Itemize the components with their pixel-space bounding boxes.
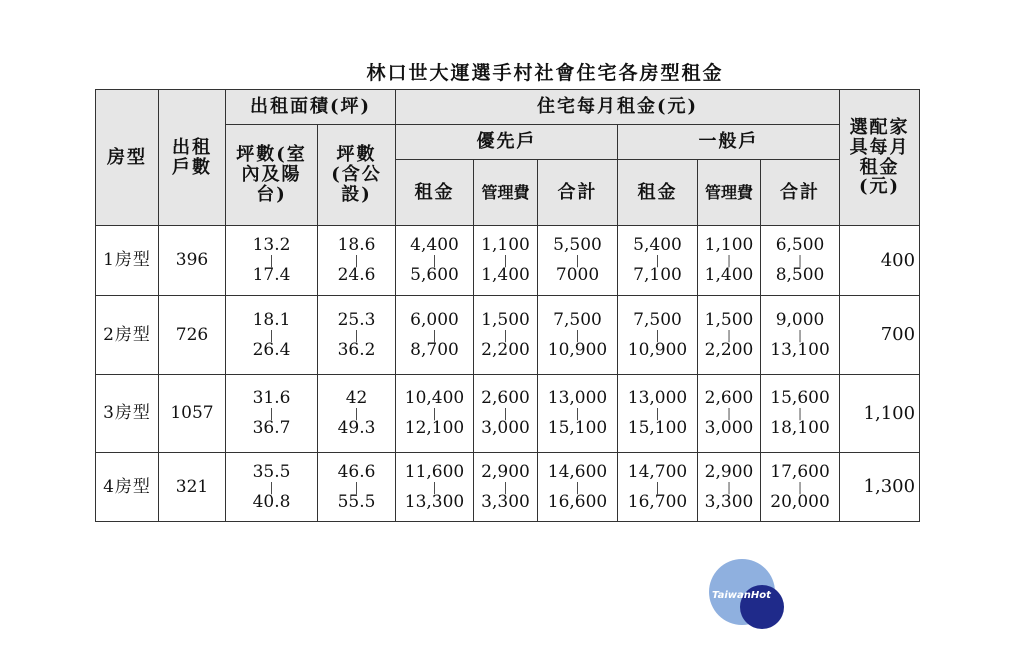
- range-separator: |: [432, 253, 437, 267]
- range-high: 36.7: [252, 418, 291, 438]
- cell-units: 1057: [159, 375, 226, 453]
- range-high: 13,100: [770, 339, 830, 360]
- range-high: 18,100: [770, 418, 830, 438]
- range-high: 8,700: [410, 339, 459, 360]
- cell-p-total: [538, 296, 618, 375]
- range-low: 1,100: [704, 235, 754, 256]
- range-low: 17,600: [770, 461, 830, 482]
- cell-p-mgmt: [474, 453, 538, 522]
- range-high: 49.3: [337, 418, 376, 438]
- range-high: 36.2: [337, 339, 376, 360]
- cell-area-public: [318, 375, 396, 453]
- range-separator: |: [726, 406, 732, 420]
- range-high: 3,300: [481, 491, 530, 512]
- range-separator: |: [726, 479, 732, 494]
- range-low: 7,500: [633, 309, 682, 330]
- cell-g-total: [761, 296, 840, 375]
- cell-g-rent: [618, 296, 698, 375]
- range-high: 8,500: [775, 265, 825, 285]
- range-low: 13,000: [627, 388, 688, 409]
- range-high: 5,600: [410, 265, 459, 285]
- cell-area-indoor: [226, 453, 318, 522]
- cell-room-type: 1房型: [96, 226, 159, 296]
- cell-p-rent: [396, 453, 474, 522]
- cell-p-mgmt: [474, 296, 538, 375]
- header-furniture: 選配家具每月租金(元): [840, 90, 920, 226]
- range-high: 26.4: [252, 339, 291, 360]
- range-low: 15,600: [770, 388, 830, 409]
- range-high: 7,100: [633, 265, 682, 285]
- range-low: 1,100: [481, 235, 530, 256]
- header-general: 一般戶: [618, 125, 840, 160]
- range-separator: |: [655, 327, 660, 342]
- cell-furniture: 1,100: [840, 375, 920, 453]
- range-high: 3,300: [704, 491, 754, 512]
- range-low: 2,900: [704, 461, 754, 482]
- cell-g-mgmt: [698, 296, 761, 375]
- cell-p-total: [538, 375, 618, 453]
- header-p-total: 合計: [538, 160, 618, 226]
- cell-area-public: [318, 453, 396, 522]
- range-low: 7,500: [553, 309, 602, 330]
- range-low: 9,000: [775, 309, 825, 330]
- range-low: 13,000: [547, 388, 608, 409]
- range-high: 13,300: [404, 491, 465, 512]
- range-high: 16,700: [627, 491, 688, 512]
- range-low: 2,600: [704, 388, 754, 409]
- range-low: 6,500: [775, 235, 825, 256]
- cell-furniture: 1,300: [840, 453, 920, 522]
- range-separator: |: [575, 253, 580, 267]
- cell-g-mgmt: [698, 453, 761, 522]
- header-p-rent: 租金: [396, 160, 474, 226]
- range-low: 11,600: [404, 461, 465, 482]
- cell-p-total: [538, 226, 618, 296]
- range-separator: |: [798, 406, 803, 420]
- cell-p-rent: [396, 226, 474, 296]
- cell-p-rent: [396, 375, 474, 453]
- cell-area-indoor: [226, 375, 318, 453]
- cell-p-rent: [396, 296, 474, 375]
- range-low: 18.6: [337, 235, 376, 256]
- cell-p-total: [538, 453, 618, 522]
- range-separator: |: [655, 253, 660, 267]
- range-low: 25.3: [337, 309, 376, 330]
- cell-p-mgmt: [474, 226, 538, 296]
- range-high: 40.8: [252, 491, 291, 512]
- range-separator: |: [503, 406, 508, 420]
- cell-room-type: 3房型: [96, 375, 159, 453]
- range-low: 46.6: [337, 461, 376, 482]
- range-separator: |: [726, 253, 732, 267]
- range-low: 14,700: [627, 461, 688, 482]
- cell-area-indoor: [226, 296, 318, 375]
- range-separator: |: [503, 479, 508, 494]
- table-title: 林口世大運選手村社會住宅各房型租金: [366, 62, 724, 84]
- range-high: 20,000: [770, 491, 830, 512]
- range-low: 4,400: [410, 235, 459, 256]
- range-high: 55.5: [337, 491, 376, 512]
- range-low: 2,900: [481, 461, 530, 482]
- cell-area-public: [318, 296, 396, 375]
- range-separator: |: [798, 327, 803, 342]
- cell-furniture: 700: [840, 296, 920, 375]
- header-room-type: 房型: [96, 90, 159, 226]
- range-high: 1,400: [481, 265, 530, 285]
- cell-units: 321: [159, 453, 226, 522]
- range-separator: |: [655, 479, 660, 494]
- header-area-public: 坪數(含公設): [318, 125, 396, 226]
- logo-text: TaiwanHot: [712, 590, 771, 601]
- range-low: 5,500: [553, 235, 602, 256]
- range-separator: |: [269, 327, 274, 342]
- range-low: 31.6: [252, 388, 291, 409]
- range-high: 3,000: [481, 418, 530, 438]
- cell-p-mgmt: [474, 375, 538, 453]
- cell-g-rent: [618, 453, 698, 522]
- table-row: [96, 226, 920, 296]
- cell-g-total: [761, 226, 840, 296]
- range-low: 2,600: [481, 388, 530, 409]
- range-separator: |: [798, 479, 803, 494]
- header-area-indoor: 坪數(室內及陽台): [226, 125, 318, 226]
- range-low: 1,500: [704, 309, 754, 330]
- range-low: 1,500: [481, 309, 530, 330]
- range-separator: |: [269, 253, 274, 267]
- range-separator: |: [269, 479, 274, 494]
- range-separator: |: [354, 327, 359, 342]
- cell-g-mgmt: [698, 226, 761, 296]
- cell-room-type: 2房型: [96, 296, 159, 375]
- cell-room-type: 4房型: [96, 453, 159, 522]
- range-separator: |: [575, 406, 580, 420]
- range-separator: |: [354, 406, 359, 420]
- range-separator: |: [354, 479, 359, 494]
- rent-table: [95, 89, 920, 522]
- range-low: 14,600: [547, 461, 608, 482]
- range-separator: |: [575, 479, 580, 494]
- range-high: 7000: [555, 265, 600, 285]
- cell-area-indoor: [226, 226, 318, 296]
- range-high: 16,600: [547, 491, 608, 512]
- range-high: 17.4: [252, 265, 291, 285]
- range-high: 3,000: [704, 418, 754, 438]
- table-row: [96, 296, 920, 375]
- header-g-mgmt: 管理費: [698, 160, 761, 226]
- range-low: 6,000: [410, 309, 459, 330]
- range-low: 10,400: [404, 388, 465, 409]
- range-high: 10,900: [627, 339, 688, 360]
- header-area-group: 出租面積(坪): [226, 90, 396, 125]
- range-low: 42: [345, 388, 368, 409]
- range-separator: |: [269, 406, 274, 420]
- cell-g-mgmt: [698, 375, 761, 453]
- range-separator: |: [798, 253, 803, 267]
- cell-furniture: 400: [840, 226, 920, 296]
- range-low: 35.5: [252, 461, 291, 482]
- range-high: 2,200: [704, 339, 754, 360]
- header-g-total: 合計: [761, 160, 840, 226]
- cell-g-total: [761, 375, 840, 453]
- header-priority: 優先戶: [396, 125, 618, 160]
- range-high: 10,900: [547, 339, 608, 360]
- range-separator: |: [432, 327, 437, 342]
- header-g-rent: 租金: [618, 160, 698, 226]
- range-separator: |: [726, 327, 732, 342]
- table-row: [96, 375, 920, 453]
- range-low: 18.1: [252, 309, 291, 330]
- header-p-mgmt: 管理費: [474, 160, 538, 226]
- range-high: 1,400: [704, 265, 754, 285]
- header-units: 出租戶數: [159, 90, 226, 226]
- cell-units: 726: [159, 296, 226, 375]
- range-high: 15,100: [627, 418, 688, 438]
- range-separator: |: [575, 327, 580, 342]
- cell-g-rent: [618, 375, 698, 453]
- range-separator: |: [354, 253, 359, 267]
- header-rent-group: 住宅每月租金(元): [396, 90, 840, 125]
- range-high: 24.6: [337, 265, 376, 285]
- range-separator: |: [432, 479, 437, 494]
- table-row: [96, 453, 920, 522]
- range-low: 5,400: [633, 235, 682, 256]
- range-high: 2,200: [481, 339, 530, 360]
- range-low: 13.2: [252, 235, 291, 256]
- range-high: 12,100: [404, 418, 465, 438]
- range-separator: |: [503, 253, 508, 267]
- range-separator: |: [432, 406, 437, 420]
- range-separator: |: [655, 406, 660, 420]
- range-separator: |: [503, 327, 508, 342]
- cell-area-public: [318, 226, 396, 296]
- range-high: 15,100: [547, 418, 608, 438]
- cell-g-total: [761, 453, 840, 522]
- cell-units: 396: [159, 226, 226, 296]
- cell-g-rent: [618, 226, 698, 296]
